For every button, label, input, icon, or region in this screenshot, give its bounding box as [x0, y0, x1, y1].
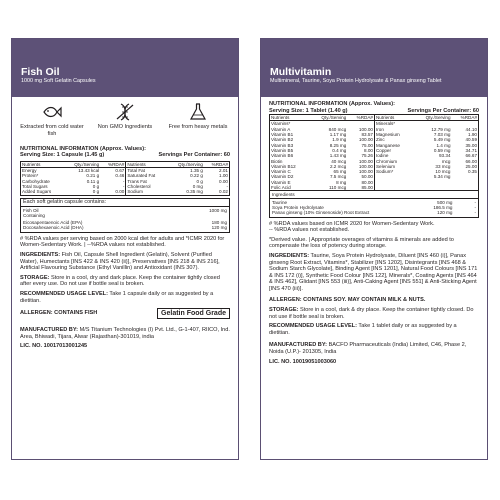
rda-note: # %RDA values per serving based on 2000 kcal diet for adults and *ICMR 2020 for Women-Sedentary Work. | --%RDA values not established.	[20, 235, 225, 249]
cell: 0 g	[92, 189, 100, 195]
storage-text	[269, 307, 479, 320]
cell: Magnesium	[374, 132, 412, 137]
usage-label: RECOMMENDED USAGE LEVEL:	[269, 323, 357, 330]
cell: Vitamin C	[271, 169, 291, 175]
cell: 8 mg	[336, 179, 347, 185]
cell: 100.00	[358, 126, 373, 132]
fish-oil-header	[12, 39, 238, 97]
cell: 5.34 mg	[433, 174, 451, 180]
cell: Total Sugars	[22, 183, 48, 189]
cell: 500 mg	[437, 199, 453, 205]
cell: 0.46	[115, 173, 125, 179]
cell: 35.00	[465, 142, 477, 148]
ingredients-text	[20, 252, 230, 272]
cell: 840 mcg	[328, 126, 347, 132]
cell: 66.67	[465, 153, 477, 159]
column-header: Qty./Serving	[308, 115, 347, 121]
storage-label: STORAGE:	[20, 274, 50, 281]
cell: 83.57	[361, 132, 373, 138]
cell: 1.4 mg	[436, 142, 451, 148]
cell: Vitamin B5	[271, 147, 294, 153]
cell: 0.02	[219, 189, 228, 195]
capsule-title: Each soft gelatin capsule contains:	[21, 199, 229, 207]
column-header: Qty./Serving	[63, 162, 100, 168]
gelatin-grade-badge: Gelatin Food Grade	[157, 308, 230, 319]
cell: 10 mcg	[435, 169, 451, 175]
cell: Panax ginseng (10% Ginsenoside) Root Extract	[272, 210, 370, 216]
column-header: Nutrients	[21, 162, 63, 168]
manufacturer-value: M/S Titanium Technologies (I) Pvt. Ltd., G-1-407, RIICO, Ind. Area, Bhiwadi, Tijara, Alwar (Rajasthan)-301019, india	[20, 327, 230, 340]
cell: 0.4 mg	[332, 147, 347, 153]
capsule-contents	[20, 198, 230, 233]
manufacturer-text	[269, 342, 479, 355]
cell: 1000 mg	[209, 207, 227, 213]
feature-non-gmo	[93, 103, 157, 138]
cell: 40.59	[465, 137, 477, 143]
license-number: LIC. NO. 10019051003060	[269, 358, 337, 365]
cell: 0.11 g	[86, 178, 100, 184]
dna-icon	[115, 103, 135, 121]
cell: 186.5 mg	[433, 204, 453, 210]
cell: 40 mcg	[331, 158, 347, 164]
usage-value: Take 1 tablet daily or as suggested by a dietitian.	[269, 323, 457, 336]
column-header: Nutrients	[374, 115, 412, 121]
cell: -	[474, 199, 476, 205]
ingredients-label: INGREDIENTS:	[20, 251, 61, 258]
usage-value: Take 1 capsule daily or as suggested by a dietitian.	[20, 290, 214, 304]
cell: 7.5 mcg	[329, 174, 347, 180]
cell: 5.49 mg	[433, 137, 451, 143]
column-header: %RDA#	[100, 162, 126, 168]
feature-cold-water-fish	[20, 103, 84, 138]
nutrition-table	[269, 114, 479, 191]
cell: 75.26	[361, 153, 373, 159]
cell: 13.43 kcal	[78, 168, 100, 174]
cell: 100.00	[358, 158, 373, 164]
cell: Vitamin B6	[271, 153, 294, 159]
cell: Energy	[22, 168, 37, 174]
cell: Cholesterol	[126, 184, 167, 189]
cell: 34.71	[465, 147, 477, 153]
cell: Taurine	[272, 199, 288, 205]
storage-value: Store in a cool, dry and dark place. Keep the container tightly closed after every use. Do not use if bottle seal is broken.	[20, 274, 220, 288]
multivitamin-title: Multivitamin	[270, 66, 332, 78]
ingredients-value: Taurine, Soya Protein Hydrolysate, Diluent [INS 460 (i)], Panax ginseng Root Extract, Vitamins*, Stabilizer [INS 1202], Disintegrants [INS 468 & Sodium Starch Glycolate], Binding Agent [INS 1201], Natural Food Colours [INS 171 & INS 172 (i)], Synthetic Food Colour [INS 122], Minerals*, Coating Agents [INS 464 & INS 462], Glidant [INS 553 (iii)], Anti-Caking Agent [INS 551] & Anti-Sticking Agent [INS 470 (iii)].	[269, 252, 478, 292]
cell: mcg	[441, 158, 451, 164]
feature-icons	[20, 103, 230, 138]
table-row	[270, 185, 478, 190]
cell: 100.00	[358, 163, 373, 169]
fish-icon	[42, 103, 62, 121]
list-item	[23, 213, 227, 218]
cell: 0 g	[196, 178, 203, 184]
cell: 8.25 mg	[329, 142, 347, 148]
ingredients-text	[269, 253, 479, 293]
feature-label: Free from heavy metals	[168, 124, 228, 130]
list-item	[272, 210, 476, 215]
manufacturer-value: BACFO Pharmaceuticals (India) Limited, C46, Phase 2, Noida (U.P.)- 201305, India	[269, 342, 467, 356]
cell: 2.01	[219, 168, 228, 174]
cell: 75.00	[361, 142, 373, 148]
cell: 93.34	[439, 153, 451, 159]
cell: 80.00	[361, 179, 373, 185]
column-header: Qty./Serving	[167, 162, 204, 168]
cell: Added Sugars	[22, 189, 52, 195]
cell: Vitamin B2	[271, 137, 294, 143]
feature-label: Extracted from cold water fish	[20, 124, 84, 137]
cell: Vitamin D2	[271, 174, 294, 180]
cell: 100.00	[358, 137, 373, 143]
cell: 0 mg	[192, 183, 203, 189]
cell: 25.00	[465, 163, 477, 169]
cell: Containing	[23, 212, 45, 218]
cell: -	[474, 204, 476, 210]
cell: Vitamin A	[271, 126, 291, 132]
storage-value: Store in a cool, dark & dry place. Keep the container tightly closed. Do not use if bottle seal is broken.	[269, 307, 474, 320]
feature-heavy-metals	[166, 103, 230, 138]
usage-text	[20, 291, 230, 304]
minerals-heading: Minerals*	[374, 121, 412, 127]
cell: 2.2 mcg	[329, 163, 347, 169]
ingredients-heading: Ingredients	[270, 192, 478, 198]
cell: Carbohydrate	[22, 178, 50, 184]
flask-icon	[188, 103, 208, 121]
cell: 85.00	[361, 185, 373, 191]
serving-size: Serving Size: 1 Capsule (1.45 g)	[20, 152, 105, 159]
rda-note-2: -- %RDA values not established.	[269, 227, 350, 234]
cell: 110 mcg	[329, 185, 347, 191]
column-header: Nutrients	[270, 115, 308, 121]
list-item	[23, 225, 227, 230]
cell: 120 mg	[211, 225, 227, 231]
cell: Vitamin B3	[271, 142, 294, 148]
ingredients-table	[269, 191, 479, 217]
cell: 8.00	[364, 147, 373, 153]
cell	[413, 185, 452, 190]
cell: 12.79 mg	[431, 126, 451, 132]
cell: Trans Fat	[126, 179, 167, 184]
column-header: %RDA#	[204, 162, 229, 168]
multivitamin-panel	[260, 38, 488, 460]
cell: 33 mcg	[435, 163, 451, 169]
cell	[452, 185, 479, 190]
cell: Saturated Fat	[126, 173, 167, 178]
cell: 120 mg	[437, 210, 453, 216]
cell: 0 g	[92, 183, 100, 189]
cell: 0.35	[468, 169, 477, 175]
servings-per-container: Servings Per Container: 60	[158, 152, 230, 159]
cell: Vitamin B12	[271, 163, 296, 169]
cell: Copper	[374, 148, 412, 153]
cell: Sodium*	[374, 169, 412, 174]
cell: Biotin	[271, 158, 283, 164]
manufacturer-label: MANUFACTURED BY:	[20, 327, 79, 334]
fish-oil-subtitle: 1000 mg Soft Gelatin Capsules	[21, 78, 96, 84]
cell: Vitamin E	[271, 179, 291, 185]
nutrition-table	[20, 161, 230, 196]
feature-label: Non GMO Ingredients	[97, 124, 153, 130]
fish-oil-panel	[11, 38, 239, 460]
cell: 1.35 g	[190, 168, 203, 174]
derived-note: *Derived value. | Appropriate overages of vitamins & minerals are added to compensate the loss of potency during storage.	[269, 236, 454, 250]
cell: Iron	[374, 127, 412, 132]
cell: 0.22 g	[190, 173, 203, 179]
cell: 1.00	[219, 173, 228, 179]
column-header: %RDA#	[452, 115, 479, 121]
cell: Fish Oil	[23, 207, 39, 213]
cell: 0.67	[115, 168, 125, 174]
storage-label: STORAGE:	[269, 307, 299, 314]
ingredients-value: Fish Oil, Capsule Shell Ingredient (Gelatin), Solvent (Purified Water), Humectants [INS 422 & INS 420 (ii)], Preservatives [INS 218 & INS 216], Artificial Flavouring Substance (Ethyl Vanillin) and Antioxidant (INS 307).	[20, 251, 220, 272]
nutrition-title: NUTRITIONAL INFORMATION (Approx. Values):	[269, 101, 395, 107]
cell: 180 mg	[211, 220, 227, 226]
cell: 1.9 mg	[332, 137, 347, 143]
cell: Eicosapentaenoic Acid (EPA)	[23, 220, 83, 226]
cell: Vitamin B1	[271, 132, 294, 138]
storage-text	[20, 275, 230, 288]
table-row	[21, 189, 229, 194]
ingredients-label: INGREDIENTS:	[269, 252, 310, 259]
cell: Iodine	[374, 153, 412, 158]
cell: Soya Protein Hydrolysate	[272, 204, 324, 210]
cell: Zinc	[374, 137, 412, 142]
cell: 50.00	[361, 174, 373, 180]
cell: 1.90	[468, 132, 477, 138]
license-number: LIC. NO. 10017013001245	[20, 343, 88, 350]
cell: Chromium	[374, 159, 412, 164]
cell: -	[122, 178, 125, 184]
cell: -	[226, 183, 228, 189]
cell: Docosahexaenoic Acid (DHA)	[23, 225, 84, 231]
cell: 0.59 mg	[433, 147, 451, 153]
cell	[374, 185, 412, 190]
cell: 0.00	[115, 189, 125, 195]
cell: 7.03 mg	[433, 132, 451, 138]
servings-per-container: Servings Per Container: 60	[407, 107, 479, 114]
cell: 0.00	[219, 178, 228, 184]
allergen-text: ALLERGEN: CONTAINS FISH	[20, 310, 98, 317]
column-header: Qty./Serving	[413, 115, 452, 121]
cell: Protein*	[22, 173, 39, 179]
cell: 0.35 mg	[186, 189, 203, 195]
multivitamin-header	[261, 39, 487, 97]
cell: 1.17 mg	[329, 132, 347, 138]
column-header: Nutrients	[126, 162, 167, 168]
cell: Total Fat	[126, 168, 167, 174]
nutrition-title: NUTRITIONAL INFORMATION (Approx. Values):	[20, 145, 146, 152]
serving-size: Serving Size: 1 Tablet (1.40 g)	[269, 107, 348, 114]
allergen-text: ALLERGEN: CONTAINS SOY. MAY CONTAIN MILK & NUTS.	[269, 297, 426, 304]
cell: 100.00	[358, 169, 373, 175]
rda-note: # %RDA values based on ICMR 2020 for Women-Sedentary Work.	[269, 220, 435, 227]
column-header: %RDA#	[347, 115, 374, 121]
fish-oil-title: Fish Oil	[21, 66, 60, 78]
cell: 66.00	[465, 158, 477, 164]
usage-label: RECOMMENDED USAGE LEVEL:	[20, 290, 108, 297]
usage-text	[269, 323, 479, 336]
cell: Sodium	[126, 189, 167, 194]
cell: 65 mg	[333, 169, 347, 175]
cell: 0.21 g	[86, 173, 100, 179]
cell: Manganese	[374, 143, 412, 148]
vitamins-heading: Vitamins*	[271, 121, 291, 127]
manufacturer-label: MANUFACTURED BY:	[269, 342, 328, 349]
cell: -	[122, 183, 125, 189]
cell: 44.10	[465, 126, 477, 132]
multivitamin-subtitle: Multimineral, Taurine, Soya Protein Hydrolysate & Panax ginseng Tablet	[270, 78, 442, 84]
cell: 1.43 mg	[329, 153, 347, 159]
cell: Folic Acid	[271, 185, 291, 191]
manufacturer-text	[20, 327, 230, 340]
cell: -	[474, 210, 476, 216]
cell: Selenium	[374, 164, 412, 169]
